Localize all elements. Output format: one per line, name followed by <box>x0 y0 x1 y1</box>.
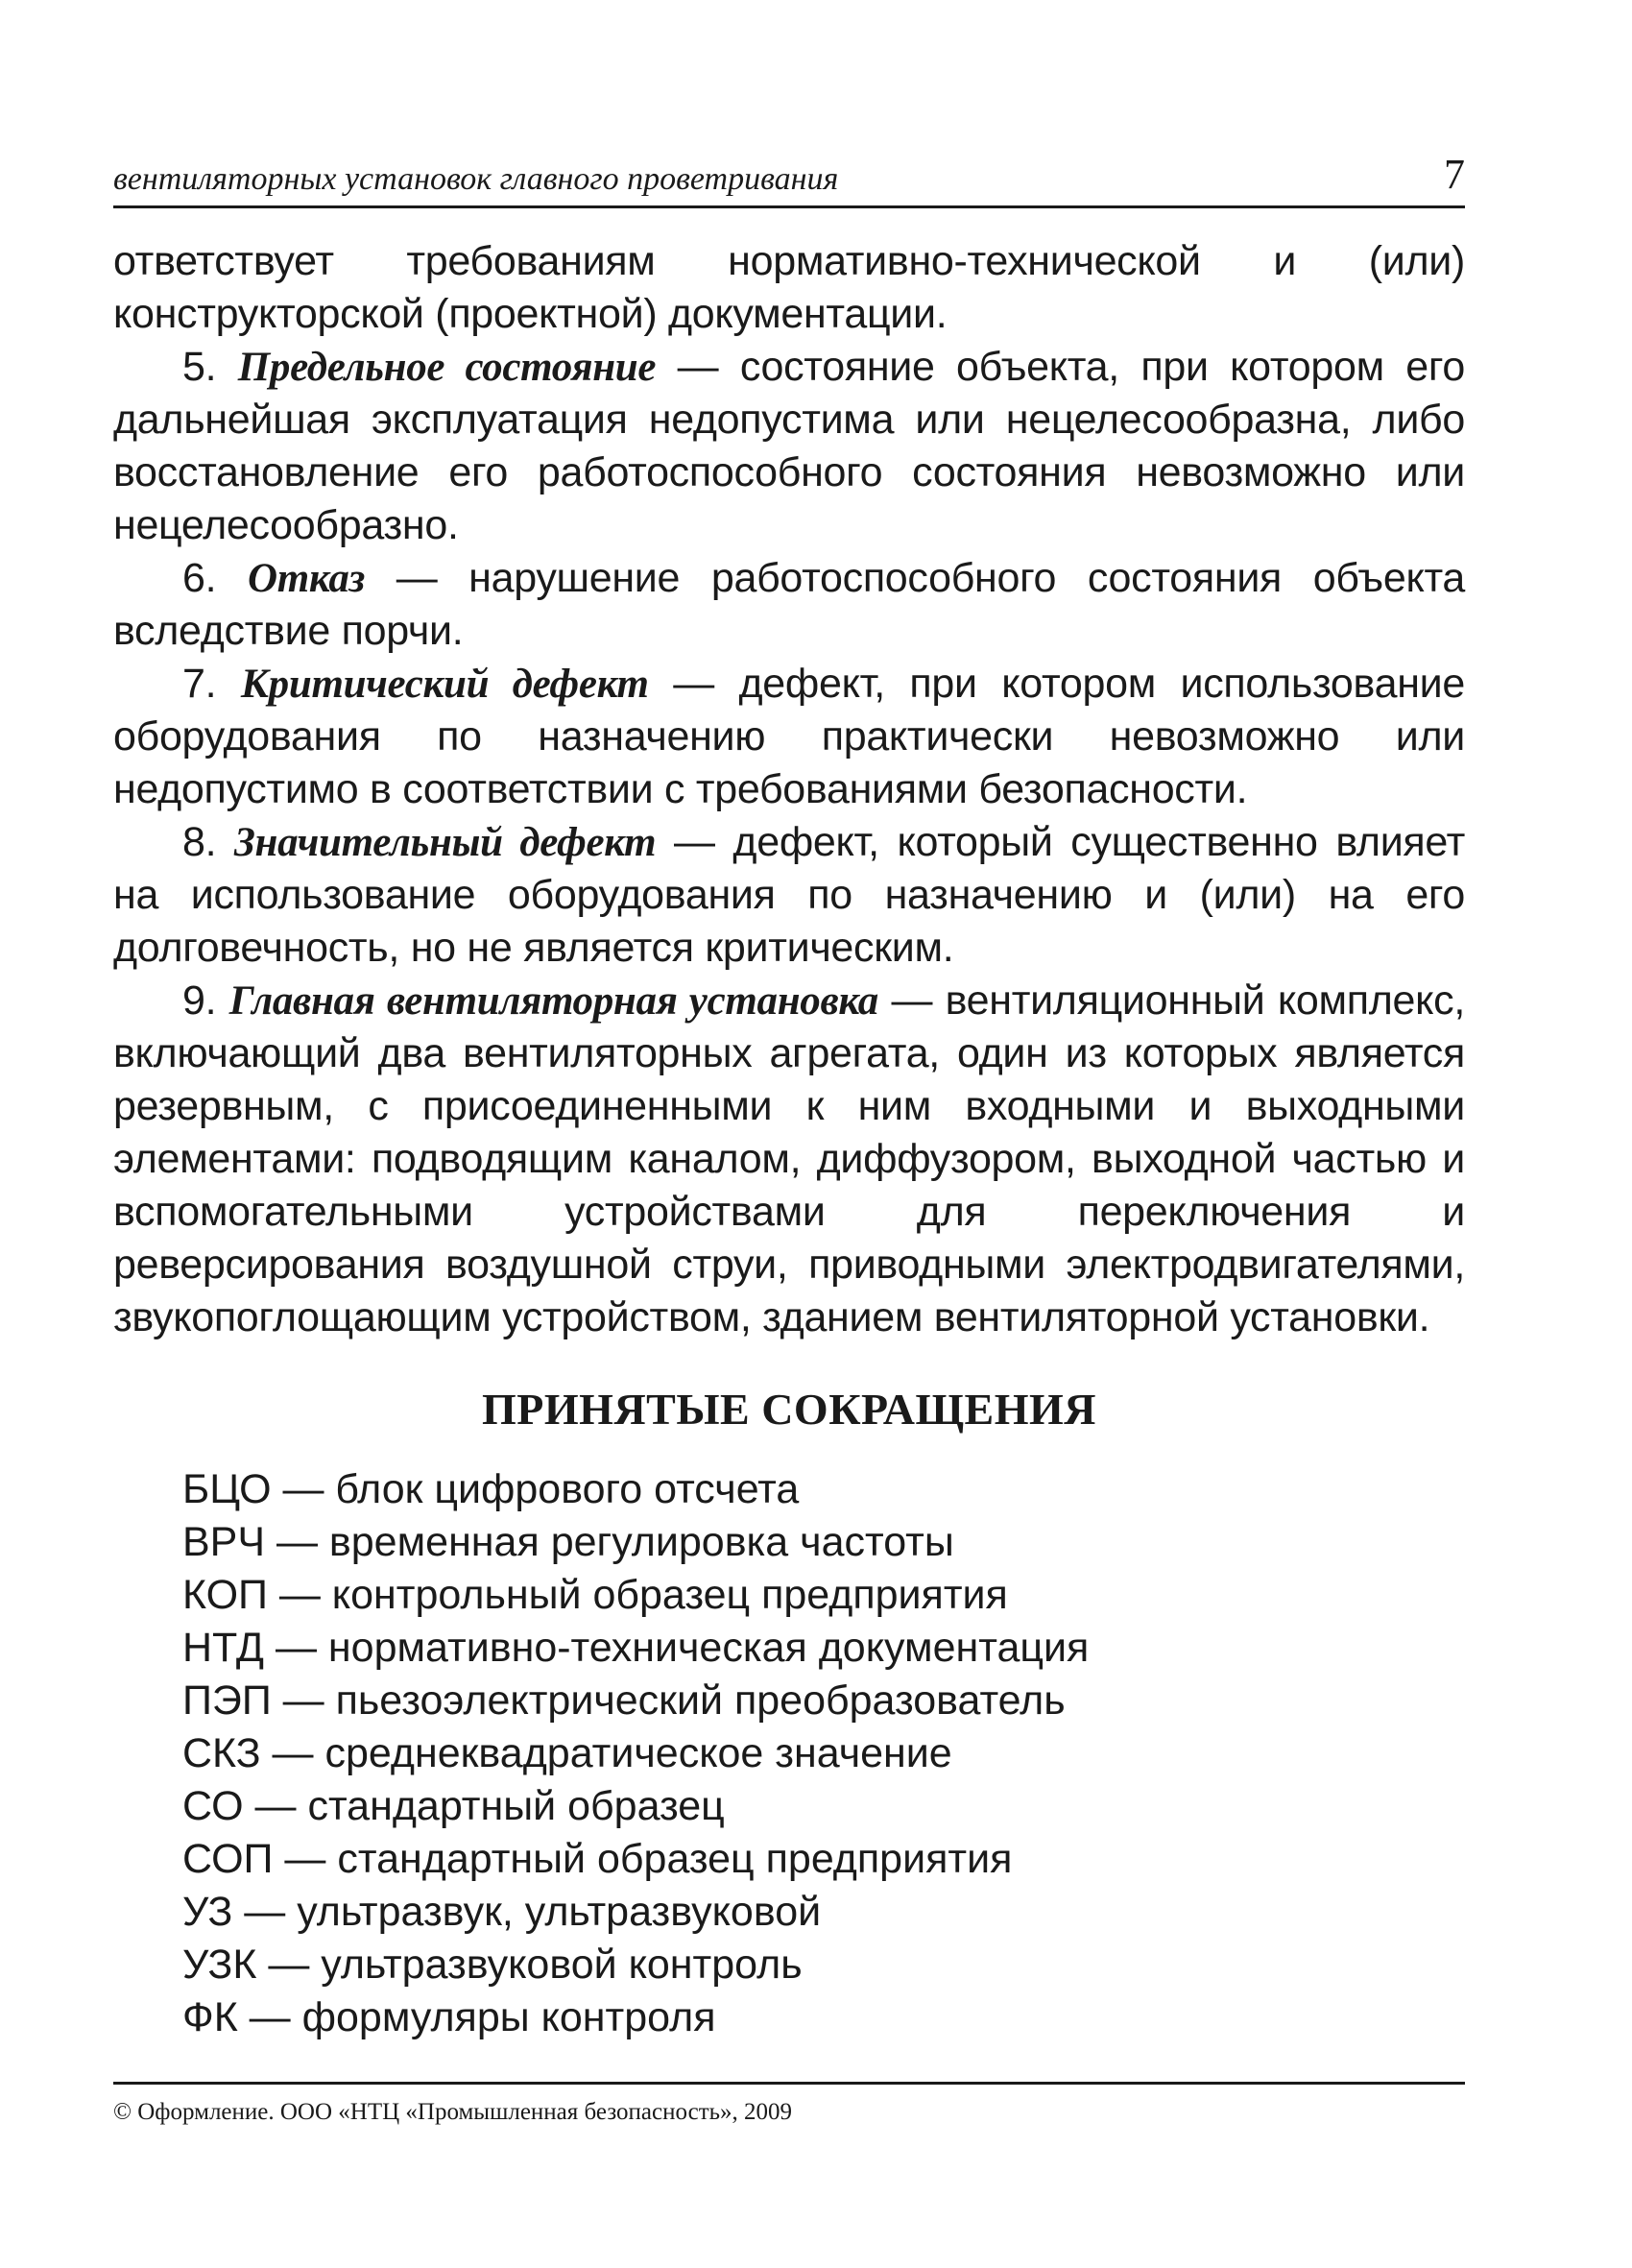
definition-term: Главная вентиляторная установка <box>228 978 879 1024</box>
abbreviations-list <box>113 1463 1465 2044</box>
abbreviation-item: УЗ — ультразвук, ультразвуковой <box>182 1889 822 1935</box>
footer <box>113 2082 1465 2127</box>
definition-item: 6. Отказ — нарушение работоспособного состояния объекта вследствие порчи. <box>113 555 1465 654</box>
abbreviation-item: ПЭП — пьезоэлектрический преобразователь <box>182 1677 1066 1724</box>
definitions-text <box>113 235 1465 1344</box>
abbreviation-item: ФК — формуляры контроля <box>182 1994 716 2040</box>
abbreviation-item: НТД — нормативно-техническая документация <box>182 1625 1090 1671</box>
section-title: ПРИНЯТЫЕ СОКРАЩЕНИЯ <box>482 1385 1096 1434</box>
abbreviation-item: УЗК — ультразвуковой контроль <box>182 1942 803 1988</box>
definition-item: 9. Главная вентиляторная установка — вентиляционный комплекс, включающий два вентиляторных агрегата, один из которых является резервным, с присоединенными к ним входными и выходными элементами: подводящим каналом, диффузором, выходной частью и вспомогательными устройствами для переключения и реверсирования воздушной струи, приводными электродвигателями, звукопоглощающим устройством, зданием вентиляторной установки. <box>113 977 1465 1340</box>
definition-item: 7. Критический дефект — дефект, при котором использование оборудования по назначению практически невозможно или недопустимо в соответствии с требованиями безопасности. <box>113 661 1465 812</box>
abbreviation-item: КОП — контрольный образец предприятия <box>182 1572 1008 1618</box>
definition-term: Предельное состояние <box>237 345 657 390</box>
definition-item: 8. Значительный дефект — дефект, который существенно влияет на использование оборудования по назначению и (или) на его долговечность, но не является критическим. <box>113 819 1465 971</box>
definition-term: Значительный дефект <box>233 820 657 865</box>
running-header <box>113 151 1465 208</box>
running-title: вентиляторных установок главного проветривания <box>113 161 839 197</box>
abbreviation-item: СО — стандартный образец <box>182 1783 725 1829</box>
definition-term: Отказ <box>248 556 365 601</box>
page-number: 7 <box>1444 151 1465 198</box>
page <box>113 151 1465 2044</box>
abbreviation-item: БЦО — блок цифрового отсчета <box>182 1466 800 1512</box>
abbreviation-item: ВРЧ — временная регулировка частоты <box>182 1519 954 1565</box>
copyright-notice: © Оформление. ООО «НТЦ «Промышленная безопасность», 2009 <box>113 2099 793 2125</box>
definition-item: 5. Предельное состояние — состояние объекта, при котором его дальнейшая эксплуатация недопустима или нецелесообразна, либо восстановление его работоспособного состояния невозможно или нецелесообразно. <box>113 344 1465 548</box>
definition-term: Критический дефект <box>240 662 649 707</box>
abbreviation-item: СКЗ — среднеквадратическое значение <box>182 1730 952 1776</box>
abbreviation-item: СОП — стандартный образец предприятия <box>182 1836 1013 1882</box>
paragraph-continuation: ответствует требованиям нормативно-технической и (или) конструкторской (проектной) документации. <box>113 238 1465 337</box>
